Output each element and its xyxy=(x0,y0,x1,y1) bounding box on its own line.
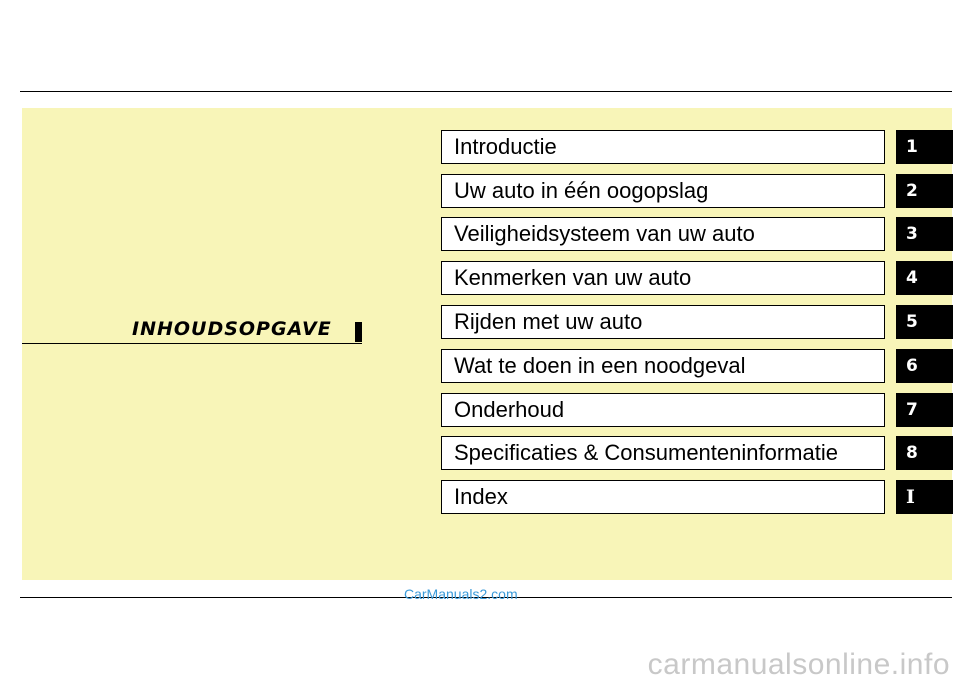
chapter-number-tab[interactable]: I xyxy=(896,480,953,514)
chapter-number-tab[interactable]: 1 xyxy=(896,130,953,164)
toc-item-label: Rijden met uw auto xyxy=(454,309,643,334)
toc-item-label: Uw auto in één oogopslag xyxy=(454,178,709,203)
toc-item-label: Index xyxy=(454,484,508,509)
toc-item-label: Introductie xyxy=(454,134,557,159)
toc-item-box xyxy=(441,174,885,208)
chapter-number-tab[interactable]: 2 xyxy=(896,174,953,208)
toc-item-specifications[interactable] xyxy=(441,436,953,472)
chapter-number-tab[interactable]: 6 xyxy=(896,349,953,383)
toc-heading-text: INHOUDSOPGAVE xyxy=(132,318,332,340)
chapter-number-tab[interactable]: 3 xyxy=(896,217,953,251)
toc-item-box xyxy=(441,261,885,295)
toc-item-box xyxy=(441,305,885,339)
toc-item-box xyxy=(441,436,885,470)
toc-item-box xyxy=(441,480,885,514)
heading-underline xyxy=(22,343,362,344)
toc-item-label: Specificaties & Consumenteninformatie xyxy=(454,440,838,465)
footer-watermark: carmanualsonline.info xyxy=(647,648,950,681)
toc-item-safety[interactable] xyxy=(441,217,953,253)
heading-end-marker xyxy=(355,322,362,342)
chapter-number-tab[interactable]: 7 xyxy=(896,393,953,427)
toc-item-box xyxy=(441,217,885,251)
toc-item-driving[interactable] xyxy=(441,305,953,341)
watermark-link[interactable]: CarManuals2.com xyxy=(404,586,518,602)
toc-item-box xyxy=(441,349,885,383)
chapter-number-tab[interactable]: 5 xyxy=(896,305,953,339)
toc-item-maintenance[interactable] xyxy=(441,393,953,429)
toc-item-box xyxy=(441,130,885,164)
toc-item-features[interactable] xyxy=(441,261,953,297)
toc-item-label: Onderhoud xyxy=(454,397,565,422)
toc-heading xyxy=(22,318,362,344)
toc-item-box xyxy=(441,393,885,427)
chapter-number-tab[interactable]: 4 xyxy=(896,261,953,295)
toc-item-emergency[interactable] xyxy=(441,349,953,385)
toc-item-label: Kenmerken van uw auto xyxy=(454,265,692,290)
toc-item-introductie[interactable] xyxy=(441,130,953,166)
toc-item-index[interactable] xyxy=(441,480,953,516)
toc-item-overview[interactable] xyxy=(441,174,953,210)
toc-item-label: Veiligheidsysteem van uw auto xyxy=(454,221,755,246)
toc-item-label: Wat te doen in een noodgeval xyxy=(454,353,746,378)
chapter-number-tab[interactable]: 8 xyxy=(896,436,953,470)
top-rule xyxy=(20,91,952,92)
